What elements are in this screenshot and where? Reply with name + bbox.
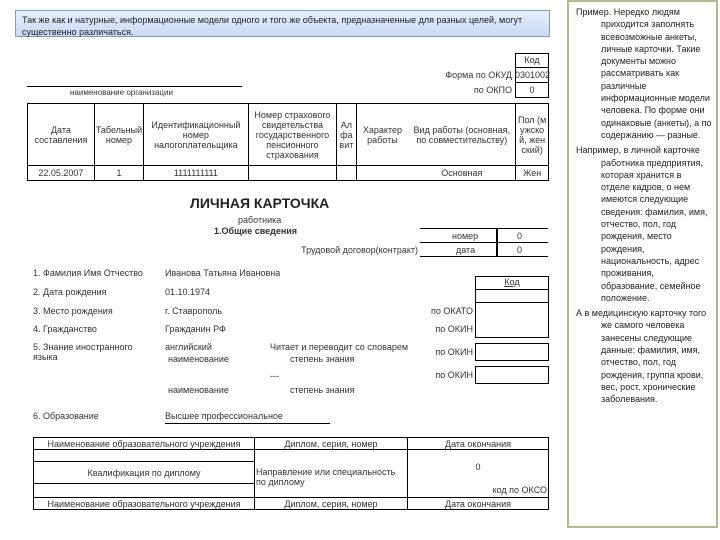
specialty-label: Направление или специальность по диплому <box>256 467 396 487</box>
col-header: Дата составления <box>28 104 95 166</box>
section-title: 1.Общие сведения <box>214 226 298 236</box>
cell: 22.05.2007 <box>28 166 95 181</box>
contract-number: 0 <box>517 231 523 241</box>
example-paragraph: А в медицинскую карточку того же самого человека занесены следующие данные: фамилия, имя, отчество, пол, год рождения, группа крови, вес, рост, хронические заболевания. <box>576 308 707 405</box>
okin-label: по ОКИН <box>435 347 473 357</box>
org-caption: наименование организации <box>70 88 173 97</box>
field-value: английский <box>165 342 212 352</box>
caption: степень знания <box>290 385 355 395</box>
okso-label: код по ОКСО <box>408 484 549 498</box>
col-header: Идентификационный номер налогоплательщика <box>144 104 249 166</box>
education-table <box>33 437 549 510</box>
col-header: Вид работы (основная, по совместительству) <box>408 104 515 166</box>
example-paragraph: Пример. Нередко людям приходится заполнять всевозможные анкеты, личные карточки. Такие документы можно рассматривать как различные информационные модели человека. По форме они одинаковые (анкеты), а по содержанию — разные. <box>576 7 712 140</box>
col-header: Наименование образовательного учреждения <box>34 498 255 510</box>
cell <box>255 450 408 498</box>
cell: 0 <box>408 450 549 484</box>
col-header: Номер страхового свидетельства государственного пенсионного страхования <box>248 104 337 166</box>
cell <box>34 484 255 498</box>
example-paragraph: Например, в личной карточке работника предприятия, которая хранится в отделе кадров, о нем имеются следующие сведения: фамилия, имя, отчество, пол, год рождения, место рождения, национальность, адрес проживания, образование, семейное положение. <box>576 145 708 303</box>
okpo-value: 0 <box>529 85 535 95</box>
col-header: Алфавит <box>337 104 356 166</box>
cell <box>356 166 408 181</box>
language-level: Читает и переводит со словарем <box>270 342 409 352</box>
col-header: Пол (мужской, женский) <box>516 104 549 166</box>
code-box-header: Код <box>504 277 520 287</box>
okpo-label: по ОКПО <box>473 85 512 95</box>
col-header: Характер работы <box>356 104 408 166</box>
field-value: г. Ставрополь <box>165 306 223 316</box>
contract-label: Трудовой договор(контракт) <box>301 245 418 255</box>
contract-number-label: номер <box>452 231 479 241</box>
field-label: 5. Знание иностранного языка <box>33 342 133 362</box>
col-header: Диплом, серия, номер <box>255 498 408 510</box>
slide-caption-banner: Так же как и натурные, информационные модели одного и того же объекта, предназначенные для разных целей, могут существенно различаться. <box>15 10 550 37</box>
okud-value: 0301002 <box>515 70 551 80</box>
contract-date: 0 <box>517 245 523 255</box>
cell: 1 <box>94 166 143 181</box>
okin-label: по ОКИН <box>435 324 473 334</box>
card-subtitle: работника <box>238 215 282 225</box>
col-header: Дата окончания <box>408 498 549 510</box>
cell: Жен <box>516 166 549 181</box>
card-title: ЛИЧНАЯ КАРТОЧКА <box>190 195 330 211</box>
okin-label: по ОКИН <box>435 370 473 380</box>
header-table <box>27 103 549 181</box>
code-header: Код <box>524 55 540 65</box>
caption: степень знания <box>290 354 355 364</box>
table-row <box>28 166 549 181</box>
caption: наименование <box>168 385 229 395</box>
caption: наименование <box>168 354 229 364</box>
field-value: 01.10.1974 <box>165 287 211 297</box>
field-label: 4. Гражданство <box>33 324 97 334</box>
education-value: Высшее профессиональное <box>165 411 283 421</box>
cell <box>34 450 255 462</box>
field-label: 3. Место рождения <box>33 306 113 316</box>
contract-date-label: дата <box>456 245 476 255</box>
education-label: 6. Образование <box>33 411 99 421</box>
field-value: Гражданин РФ <box>165 324 226 334</box>
okud-label: Форма по ОКУД <box>445 70 512 80</box>
field-value: Иванова Татьяна Ивановна <box>165 268 281 278</box>
language2-value: --- <box>270 371 279 381</box>
qualification-label: Квалификация по диплому <box>34 462 255 484</box>
field-label: 1. Фамилия Имя Отчество <box>33 268 143 278</box>
cell: Основная <box>408 166 515 181</box>
cell <box>248 166 337 181</box>
cell: 1111111111 <box>144 166 249 181</box>
col-header: Табельный номер <box>94 104 143 166</box>
cell <box>337 166 356 181</box>
field-label: 2. Дата рождения <box>33 287 107 297</box>
col-header: Наименование образовательного учреждения <box>34 438 255 450</box>
col-header: Диплом, серия, номер <box>255 438 408 450</box>
okato-label: по ОКАТО <box>430 306 473 316</box>
col-header: Дата окончания <box>408 438 549 450</box>
example-side-panel <box>567 0 718 528</box>
